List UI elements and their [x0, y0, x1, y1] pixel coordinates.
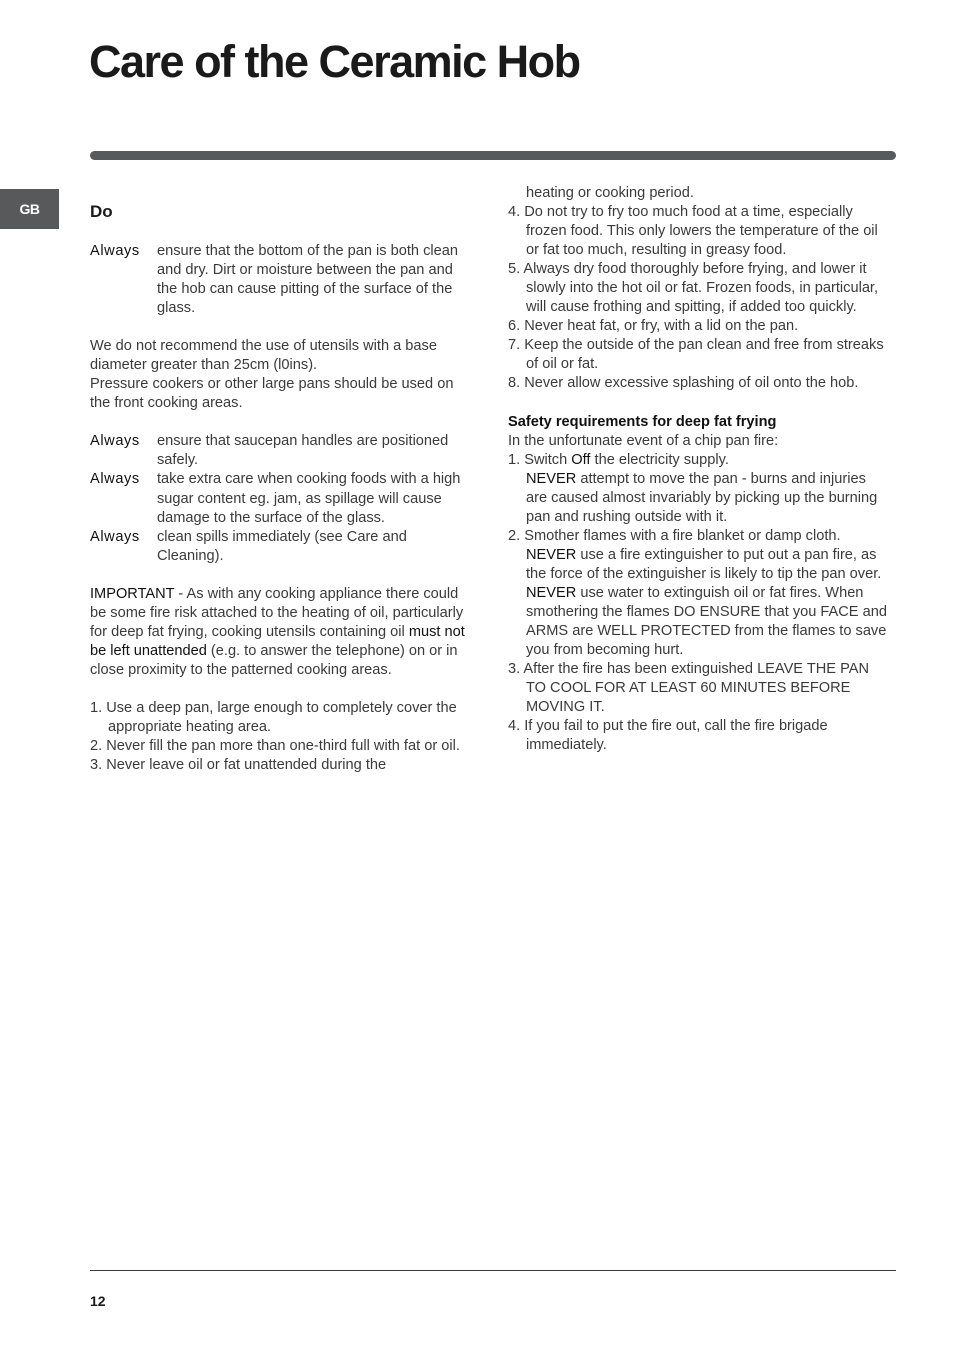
important-paragraph: IMPORTANT - As with any cooking appliance there could be some fire risk attached to the heating of oil, particularly for deep fat frying, cooking utensils containing oil must not be left unattended (e.g. to answer the telephone) on or in close proximity to the patterned cooking areas.	[90, 585, 465, 678]
never-keyword: NEVER	[526, 470, 577, 487]
never-note: NEVER use water to extinguish oil or fat fires. When smothering the flames DO ENSURE that you FACE and ARMS are WELL PROTECTED from the flames to save you from becoming hurt.	[526, 584, 887, 659]
footer-divider	[90, 1270, 896, 1271]
safety-list	[508, 451, 888, 756]
never-keyword: NEVER	[526, 584, 577, 601]
safety-step: 1. Switch Off the electricity supply. NEVER attempt to move the pan - burns and injuries are caused almost invariably by picking up the burning pan and rushing outside with it.	[508, 451, 888, 527]
safety-intro: In the unfortunate event of a chip pan fire:	[508, 432, 779, 449]
safety-step: 2. Smother flames with a fire blanket or damp cloth. NEVER use a fire extinguisher to put out a pan fire, as the force of the extinguisher is likely to tip the pan over. NEVER use water to extinguish oil or fat fires. When smothering the flames DO ENSURE that you FACE and ARMS are WELL PROTECTED from the flames to save you from becoming hurt.	[508, 527, 888, 660]
safety-heading: Safety requirements for deep fat frying	[508, 413, 777, 430]
never-note: NEVER use a fire extinguisher to put out a pan fire, as the force of the extinguisher is likely to tip the pan over.	[526, 546, 882, 582]
never-keyword: NEVER	[526, 546, 577, 563]
always-keyword: Always	[90, 243, 140, 259]
always-text: clean spills immediately (see Care and Cleaning).	[157, 528, 407, 564]
list-item: 7. Keep the outside of the pan clean and free from streaks of oil or fat.	[508, 337, 884, 373]
always-item	[90, 242, 470, 318]
title-divider	[90, 151, 896, 160]
right-column	[508, 184, 888, 755]
safety-step: 3. After the fire has been extinguished LEAVE THE PAN TO COOL FOR AT LEAST 60 MINUTES BEFORE MOVING IT.	[508, 661, 869, 716]
list-item: 3. Never leave oil or fat unattended during the	[90, 757, 387, 774]
list-continuation: heating or cooking period.	[526, 185, 694, 201]
page-number: 12	[90, 1293, 106, 1309]
utensil-paragraph: We do not recommend the use of utensils with a base diameter greater than 25cm (l0ins).	[90, 338, 437, 374]
important-keyword: IMPORTANT	[90, 585, 175, 602]
always-text: ensure that saucepan handles are positioned safely.	[157, 433, 449, 469]
always-item	[90, 470, 470, 527]
unattended-emphasis: must not be left unattended	[90, 623, 465, 659]
list-item: 5. Always dry food thoroughly before frying, and lower it slowly into the hot oil or fat. Frozen foods, in particular, will cause frothing and spitting, if added too quickly.	[508, 261, 879, 316]
pressure-cooker-paragraph: Pressure cookers or other large pans should be used on the front cooking areas.	[90, 376, 454, 412]
list-item: 8. Never allow excessive splashing of oil onto the hob.	[508, 375, 859, 392]
always-keyword: Always	[90, 528, 140, 545]
always-text: take extra care when cooking foods with a high sugar content eg. jam, as spillage will cause damage to the surface of the glass.	[157, 471, 461, 526]
left-column	[90, 184, 470, 775]
list-item: 2. Never fill the pan more than one-third full with fat or oil.	[90, 738, 460, 755]
page-title: Care of the Ceramic Hob	[89, 36, 580, 87]
always-item	[90, 528, 470, 566]
list-item: 1. Use a deep pan, large enough to completely cover the appropriate heating area.	[90, 699, 457, 735]
always-keyword: Always	[90, 471, 140, 488]
frying-list	[90, 699, 470, 775]
language-tab: GB	[0, 189, 59, 229]
do-heading: Do	[90, 202, 113, 221]
never-note: NEVER attempt to move the pan - burns and injuries are caused almost invariably by picking up the burning pan and rushing outside with it.	[526, 470, 878, 525]
list-item: 6. Never heat fat, or fry, with a lid on the pan.	[508, 318, 799, 335]
frying-list-continued	[508, 203, 888, 393]
always-text: ensure that the bottom of the pan is both clean and dry. Dirt or moisture between the pan and the hob can cause pitting of the surface of the glass.	[157, 243, 458, 317]
safety-step: 4. If you fail to put the fire out, call the fire brigade immediately.	[508, 718, 828, 754]
always-keyword: Always	[90, 433, 140, 450]
always-item	[90, 432, 470, 470]
off-keyword: Off	[571, 451, 591, 468]
list-item: 4. Do not try to fry too much food at a time, especially frozen food. This only lowers the temperature of the oil or fat too much, resulting in greasy food.	[508, 204, 878, 259]
